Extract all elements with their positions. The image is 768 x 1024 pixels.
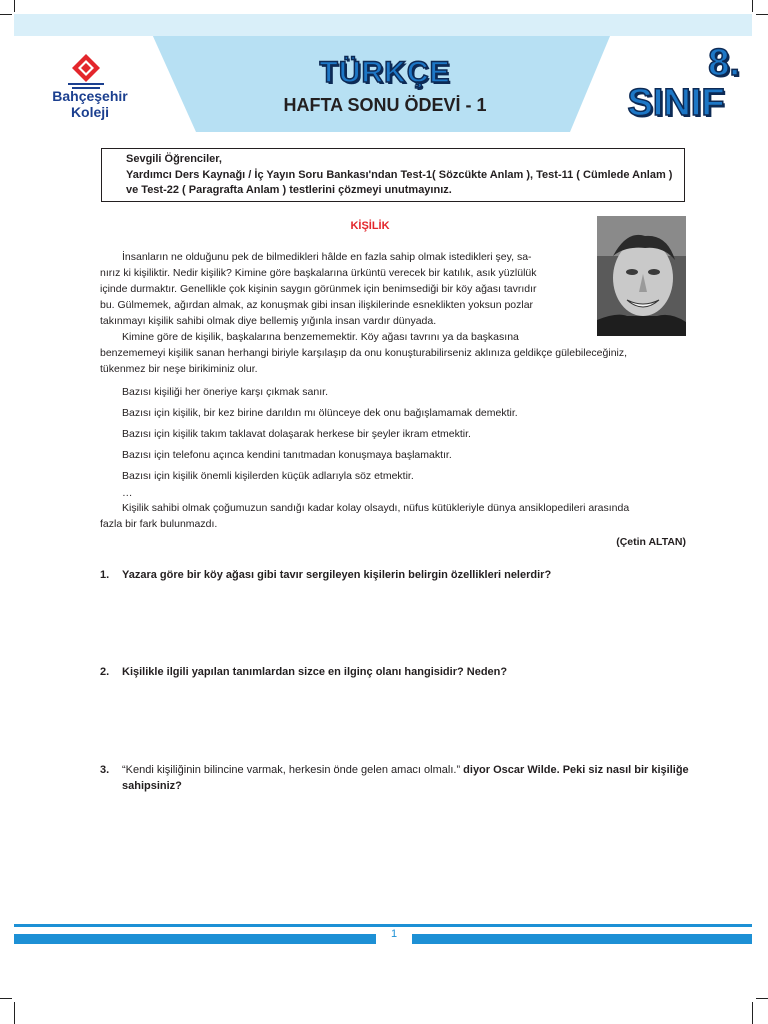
passage-list-item: Bazısı kişiliği her öneriye karşı çıkmak sanır. xyxy=(122,386,328,398)
crop-mark xyxy=(14,1002,15,1024)
question-2 xyxy=(100,664,690,680)
passage-line: bu. Gülmemek, ağırdan almak, az konuşmak gibi insan ilişkilerinde esneklikten yoksun pozlar xyxy=(100,299,534,311)
question-number: 2. xyxy=(100,666,110,678)
crop-mark xyxy=(0,14,12,15)
header-banner-top xyxy=(14,14,752,36)
question-text: Yazara göre bir köy ağası gibi tavır sergileyen kişilerin belirgin özellikleri nelerdir? xyxy=(122,569,552,581)
crop-mark xyxy=(756,998,768,999)
notice-line: Yardımcı Ders Kaynağı / İç Yayın Soru Bankası'ndan Test-1( Sözcükte Anlam ), Test-11 ( Cümlede Anlam ) xyxy=(126,168,673,181)
crop-mark xyxy=(14,0,15,12)
school-name-line2: Koleji xyxy=(70,104,110,120)
question-1 xyxy=(100,567,690,583)
school-logo-icon xyxy=(64,52,108,90)
passage-line: Kimine göre de kişilik, başkalarına benzememektir. Köy ağası tavrını ya da başkasına xyxy=(122,331,519,343)
grade-label: SINIF xyxy=(627,82,725,124)
question-quote: “Kendi kişiliğinin bilincine varmak, herkesin önde gelen amacı olmalı.” xyxy=(122,764,461,776)
notice-box xyxy=(101,148,685,202)
question-body xyxy=(122,762,690,794)
passage-line: nırız ki kişiliktir. Nedir kişilik? Kimine göre başkalarına ürküntü verecek bir katılık, asık yüzlülük xyxy=(100,267,537,279)
homework-title: HAFTA SONU ÖDEVİ - 1 xyxy=(283,95,487,115)
footer-stripe-left xyxy=(14,934,376,944)
school-name-line1: Bahçeşehir xyxy=(52,88,128,104)
passage-list-item: Bazısı için telefonu açınca kendini tanıtmadan konuşmaya başlamaktır. xyxy=(122,449,452,461)
question-text: Kişilikle ilgili yapılan tanımlardan sizce en ilginç olanı hangisidir? Neden? xyxy=(122,666,508,678)
notice-greeting: Sevgili Öğrenciler, xyxy=(126,153,222,165)
question-number: 1. xyxy=(100,569,110,581)
page-number: 1 xyxy=(390,928,398,940)
passage-ellipsis: … xyxy=(122,487,133,499)
notice-line: ve Test-22 ( Paragrafta Anlam ) testlerini çözmeyi unutmayınız. xyxy=(126,184,452,196)
grade-number: 8. xyxy=(708,42,740,84)
footer-stripe-right xyxy=(412,934,752,944)
passage-author: (Çetin ALTAN) xyxy=(616,536,686,548)
passage-line: takınmayı kişilik sahibi olmak diye bellemiş yığınla insan vardır dünyada. xyxy=(100,315,437,327)
question-3 xyxy=(100,762,690,794)
author-portrait-image xyxy=(597,216,686,336)
passage-title: KİŞİLİK xyxy=(350,220,390,232)
passage-list-item: Bazısı için kişilik takım taklavat dolaşarak herkese bir şeyler ikram etmektir. xyxy=(122,428,471,440)
passage-line: İnsanların ne olduğunu pek de bilmedikleri hâlde en fazla sahip olmak istedikleri şey, sa- xyxy=(122,251,532,263)
footer-stripe-thin xyxy=(14,924,752,927)
passage-line: içinde durmaktır. Genellikle çok kişinin saygın görünmek için benimsediği bir köy ağası tavrıdır xyxy=(100,283,537,295)
question-text: diyor Oscar Wilde. Peki siz nasıl bir kişiliğe sahipsiniz? xyxy=(122,764,689,792)
passage-line: fazla bir fark bulunmazdı. xyxy=(100,518,218,530)
passage-line: Kişilik sahibi olmak çoğumuzun sandığı kadar kolay olsaydı, nüfus kütükleriyle dünya ansiklopedileri arasında xyxy=(122,502,630,514)
crop-mark xyxy=(756,14,768,15)
passage-line: benzememeyi kişilik sanan herhangi biriyle karşılaşıp da onu konuşturabilirseniz aklınıza geldikçe gülebileceğiniz, xyxy=(100,347,628,359)
subject-title: TÜRKÇE xyxy=(319,56,451,89)
passage-list-item: Bazısı için kişilik, bir kez birine darıldın mı ölünceye dek onu bağışlamamak demektir. xyxy=(122,407,518,419)
passage-list-item: Bazısı için kişilik önemli kişilerden küçük adlarıyla söz etmektir. xyxy=(122,470,414,482)
passage-line: tükenmez bir neşe birikiminiz olur. xyxy=(100,363,258,375)
author-photo xyxy=(597,216,686,336)
question-number: 3. xyxy=(100,764,110,776)
crop-mark xyxy=(752,1002,753,1024)
crop-mark xyxy=(0,998,12,999)
crop-mark xyxy=(752,0,753,12)
